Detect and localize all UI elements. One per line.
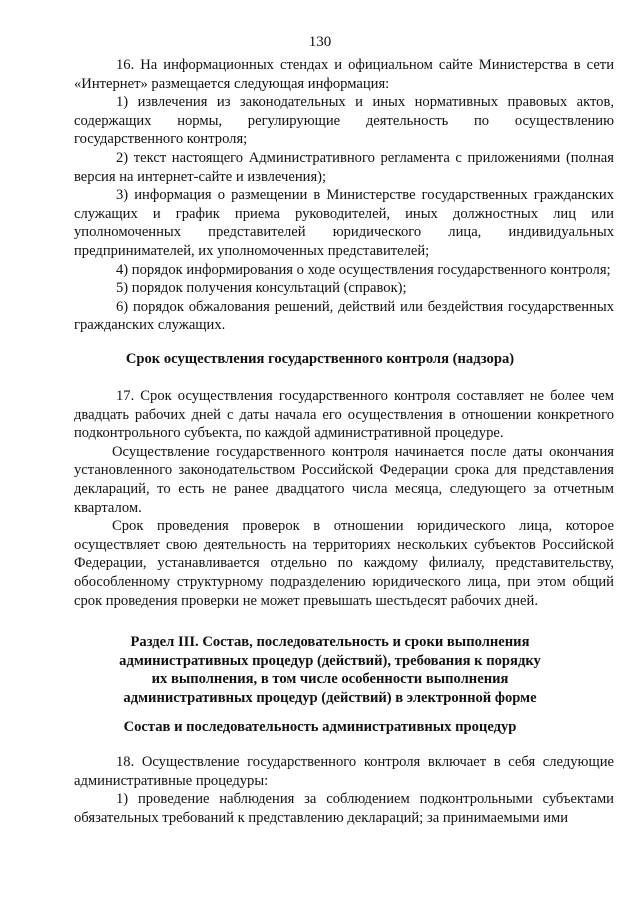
- paragraph-16-intro: 16. На информационных стендах и официальном сайте Министерства в сети «Интернет» размещается следующая информация:: [74, 57, 614, 92]
- paragraph-18: [74, 753, 614, 827]
- paragraph-17-text: Срок проведения проверок в отношении юридического лица, которое осуществляет свою деятельность на территориях нескольких субъектов Российской Федерации, устанавливается отдельно по каждому филиалу, представительству, обособленному структурному подразделению юридического лица, при этом общий срок проведения проверки не может превышать шестьдесят рабочих дней.: [74, 518, 614, 609]
- page-number: 130: [308, 34, 332, 50]
- section-3-heading-line: административных процедур (действий) в электронной форме: [123, 689, 537, 706]
- paragraph-18-intro: 18. Осуществление государственного контроля включает в себя следующие административные процедуры:: [74, 754, 614, 789]
- paragraph-17: [74, 387, 614, 610]
- list-item: 4) порядок информирования о ходе осуществления государственного контроля;: [116, 261, 611, 278]
- paragraph-17-text: 17. Срок осуществления государственного контроля составляет не более чем двадцать рабочих дней с даты начала его осуществления в отношении конкретного подконтрольного субъекта, по каждой административной процедуре.: [74, 388, 614, 442]
- list-item: 5) порядок получения консультаций (справок);: [116, 280, 407, 297]
- list-item: 6) порядок обжалования решений, действий или бездействия государственных гражданских служащих.: [74, 298, 614, 334]
- heading-procedures-composition: Состав и последовательность административных процедур: [123, 719, 517, 735]
- paragraph-16: [74, 56, 614, 335]
- list-item: 1) проведение наблюдения за соблюдением подконтрольными субъектами обязательных требований к представлению деклараций; за принимаемыми ими: [74, 791, 614, 826]
- paragraph-17-text: Осуществление государственного контроля начинается после даты окончания установленного законодательством Российской Федерации срока для представления деклараций, то есть не ранее двадцатого числа месяца, следующего за отчетным кварталом.: [74, 443, 614, 516]
- list-item: 3) информация о размещении в Министерстве государственных гражданских служащих и график приема руководителей, иных должностных лиц или уполномоченных представителей юридического лица, индивидуальных предпринимателей, их уполномоченных представителей;: [74, 187, 614, 259]
- section-3-heading-line: Раздел III. Состав, последовательность и сроки выполнения: [130, 634, 530, 650]
- section-3-heading: [60, 633, 600, 707]
- section-3-heading-line: административных процедур (действий), требования к порядку: [119, 652, 541, 669]
- list-item: 2) текст настоящего Административного регламента с приложениями (полная версия на интернет-сайте и извлечения);: [74, 149, 614, 185]
- heading-control-term: Срок осуществления государственного контроля (надзора): [125, 351, 515, 367]
- section-3-heading-line: их выполнения, в том числе особенности выполнения: [151, 671, 509, 688]
- list-item: 1) извлечения из законодательных и иных нормативных правовых актов, содержащих нормы, регулирующие деятельность по осуществлению государственного контроля;: [74, 94, 614, 148]
